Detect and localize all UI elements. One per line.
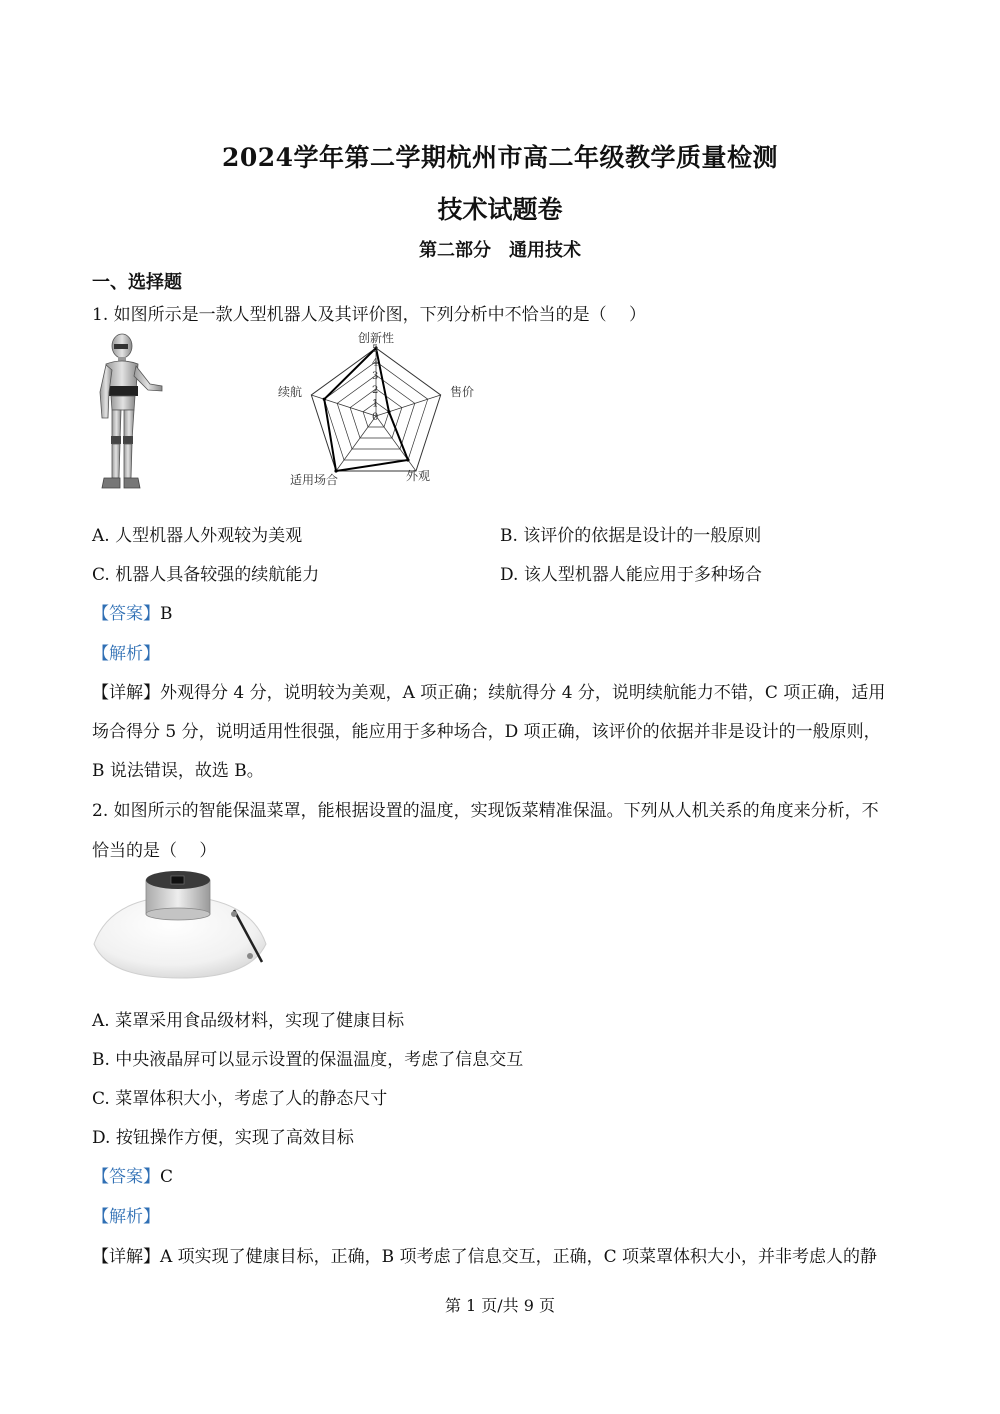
radar-tick-label: 0: [372, 412, 379, 423]
page-footer: 第 1 页/共 9 页: [444, 1296, 556, 1315]
q1-option-a: A. 人型机器人外观较为美观: [92, 526, 303, 546]
radar-axis-label: 创新性: [357, 331, 395, 345]
detail-label: 【详解】: [92, 683, 160, 703]
q2-option-d: D. 按钮操作方便，实现了高效目标: [92, 1128, 354, 1148]
answer-value: C: [160, 1167, 174, 1187]
radar-tick-label: 3: [372, 371, 379, 383]
paper-subtitle: 技术试题卷: [437, 195, 563, 224]
robot-image: [92, 332, 167, 492]
section-heading: 一、选择题: [92, 272, 182, 293]
food-cover-image: [90, 866, 270, 986]
analysis-label: 【解析】: [92, 644, 160, 664]
q1-detail-line-2: 场合得分 5 分，说明适用性很强，能应用于多种场合，D 项正确，该评价的依据并非是设计的一般原则，: [92, 722, 881, 742]
q1-option-b: B. 该评价的依据是设计的一般原则: [500, 526, 762, 546]
q1-stem: 1. 如图所示是一款人型机器人及其评价图，下列分析中不恰当的是（ ）: [92, 305, 647, 325]
q2-detail-line-1: [92, 1246, 877, 1268]
answer-value: B: [160, 604, 173, 624]
q1-detail-line-3: B 说法错误，故选 B。: [92, 761, 264, 781]
q1-answer-row: [92, 603, 173, 625]
radar-axis-label: 售价: [450, 385, 475, 399]
answer-label: 【答案】: [92, 1167, 160, 1187]
q1-option-c: C. 机器人具备较强的续航能力: [92, 565, 320, 585]
q1-detail-line-1: [92, 682, 885, 704]
q1-option-d: D. 该人型机器人能应用于多种场合: [500, 565, 762, 585]
radar-point-5: [323, 398, 326, 401]
radar-tick-label: 2: [372, 384, 379, 396]
radar-spoke: [311, 395, 379, 416]
radar-axis-label: 外观: [405, 469, 431, 483]
radar-point-3: [406, 458, 409, 461]
q2-option-b: B. 中央液晶屏可以显示设置的保温温度，考虑了信息交互: [92, 1050, 524, 1070]
radar-axis-label: 适用场合: [289, 473, 339, 487]
analysis-label: 【解析】: [92, 1207, 160, 1227]
radar-tick-label: 5: [372, 344, 379, 355]
exam-title: 2024学年第二学期杭州市高二年级教学质量检测: [221, 143, 779, 172]
radar-tick-label: 4: [372, 357, 379, 369]
answer-label: 【答案】: [92, 604, 160, 624]
q2-stem-line-2: 恰当的是（ ）: [92, 841, 217, 861]
detail-label: 【详解】: [92, 1247, 160, 1267]
part-heading: 第二部分 通用技术: [419, 240, 581, 261]
radar-tick-label: 1: [372, 398, 379, 410]
q2-option-a: A. 菜罩采用食品级材料，实现了健康目标: [92, 1011, 405, 1031]
q2-option-c: C. 菜罩体积大小，考虑了人的静态尺寸: [92, 1089, 388, 1109]
radar-point-2: [387, 410, 390, 413]
q2-answer-row: [92, 1166, 173, 1188]
radar-chart: [277, 328, 482, 490]
radar-axis-label: 续航: [277, 385, 302, 399]
detail-text: 外观得分 4 分，说明较为美观，A 项正确；续航得分 4 分，说明续航能力不错，C 项正确，适用: [160, 683, 886, 703]
detail-text: A 项实现了健康目标，正确，B 项考虑了信息交互，正确，C 项菜罩体积大小，并非考虑人的静: [160, 1247, 877, 1267]
radar-spoke: [336, 416, 376, 471]
q2-stem-line-1: 2. 如图所示的智能保温菜罩，能根据设置的温度，实现饭菜精准保温。下列从人机关系的角度来分析，不: [92, 801, 879, 821]
